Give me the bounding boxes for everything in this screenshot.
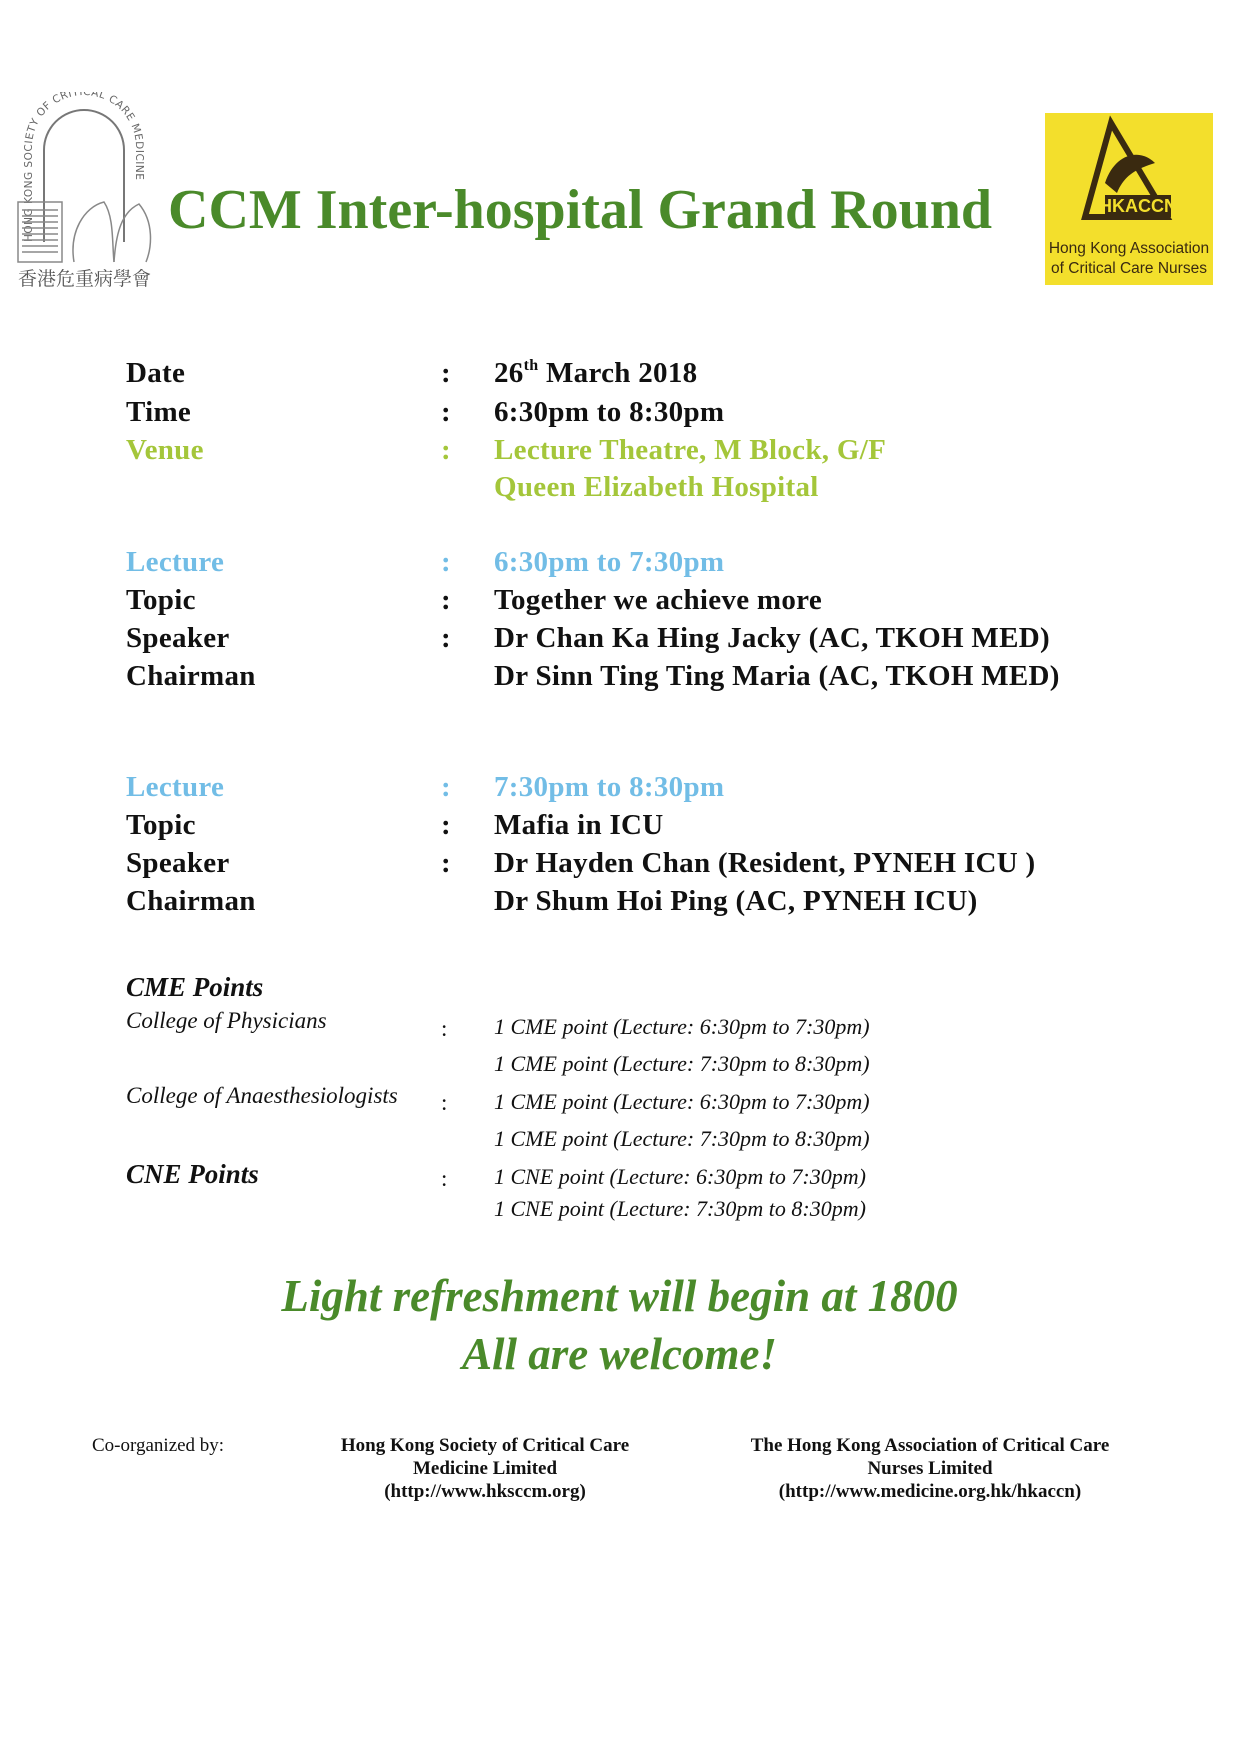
- hkaccn-emblem-icon: [1045, 113, 1213, 231]
- chairman-value: Dr Sinn Ting Ting Maria (AC, TKOH MED): [494, 660, 1060, 692]
- separator: :: [441, 1016, 448, 1041]
- time-label: Time: [126, 396, 192, 428]
- separator: :: [441, 1166, 448, 1191]
- cne-point: 1 CNE point (Lecture: 7:30pm to 8:30pm): [494, 1196, 866, 1221]
- lecture-label: Lecture: [126, 546, 225, 578]
- separator: :: [441, 357, 451, 389]
- separator: :: [441, 1090, 448, 1115]
- lecture-2-topic-row: [0, 809, 1239, 845]
- anaesthesiologists-point: 1 CME point (Lecture: 7:30pm to 8:30pm): [494, 1126, 870, 1151]
- lecture-2-chairman-row: [0, 885, 1239, 921]
- coorganized-label: Co-organized by:: [92, 1435, 225, 1456]
- svg-text:HKACCN: HKACCN: [1099, 196, 1177, 216]
- topic-label: Topic: [126, 809, 196, 841]
- physicians-label: College of Physicians: [126, 1008, 327, 1033]
- time-value: 6:30pm to 8:30pm: [494, 396, 725, 428]
- physicians-point: 1 CME point (Lecture: 6:30pm to 7:30pm): [494, 1014, 870, 1039]
- separator: :: [441, 809, 451, 841]
- lecture-2-speaker-row: [0, 847, 1239, 883]
- lecture-1-speaker-row: [0, 622, 1239, 658]
- speaker-label: Speaker: [126, 622, 230, 654]
- hksccm-organizer: Hong Kong Society of Critical Care Medicine Limited (http://www.hksccm.org): [340, 1435, 630, 1502]
- date-label: Date: [126, 357, 186, 389]
- venue-label: Venue: [126, 434, 204, 466]
- separator: :: [441, 771, 451, 803]
- venue-line1: Lecture Theatre, M Block, G/F: [494, 434, 887, 466]
- chairman-label: Chairman: [126, 660, 256, 692]
- hksccm-logo: [14, 92, 164, 297]
- svg-text:HONG KONG SOCIETY OF CRITICAL: HONG KONG SOCIETY OF CRITICAL CARE MEDICINE: [23, 92, 146, 242]
- speaker-value: Dr Hayden Chan (Resident, PYNEH ICU ): [494, 847, 1036, 879]
- venue-row: [0, 434, 1239, 470]
- lecture-2-time-row: [0, 771, 1239, 807]
- anaesthesiologists-label: College of Anaesthesiologists: [126, 1083, 398, 1108]
- physicians-point: 1 CME point (Lecture: 7:30pm to 8:30pm): [494, 1051, 870, 1076]
- hksccm-emblem-icon: [14, 92, 164, 267]
- speaker-value: Dr Chan Ka Hing Jacky (AC, TKOH MED): [494, 622, 1050, 654]
- topic-value: Mafia in ICU: [494, 809, 664, 841]
- lecture-time: 7:30pm to 8:30pm: [494, 771, 725, 803]
- refreshment-note: Light refreshment will begin at 1800: [281, 1271, 958, 1321]
- welcome-note: All are welcome!: [462, 1329, 777, 1379]
- hkaccn-logo: [1045, 113, 1213, 285]
- cne-heading: CNE Points: [126, 1159, 259, 1189]
- topic-value: Together we achieve more: [494, 584, 822, 616]
- date-row: [0, 357, 1239, 393]
- separator: :: [441, 847, 451, 879]
- separator: :: [441, 584, 451, 616]
- separator: :: [441, 396, 451, 428]
- lecture-1-time-row: [0, 546, 1239, 582]
- venue-line2: Queen Elizabeth Hospital: [494, 471, 819, 503]
- lecture-label: Lecture: [126, 771, 225, 803]
- separator: :: [441, 434, 451, 466]
- lecture-1-topic-row: [0, 584, 1239, 620]
- chairman-label: Chairman: [126, 885, 256, 917]
- time-row: [0, 396, 1239, 432]
- topic-label: Topic: [126, 584, 196, 616]
- hksccm-chinese-caption: 香港危重病學會: [18, 268, 152, 290]
- hkaccn-caption: Hong Kong Association of Critical Care Nurses: [1048, 240, 1210, 277]
- cne-point: 1 CNE point (Lecture: 6:30pm to 7:30pm): [494, 1164, 866, 1189]
- lecture-1-chairman-row: [0, 660, 1239, 696]
- page-title: CCM Inter-hospital Grand Round: [168, 179, 993, 241]
- anaesthesiologists-point: 1 CME point (Lecture: 6:30pm to 7:30pm): [494, 1089, 870, 1114]
- date-value: 26th March 2018: [494, 357, 698, 389]
- cme-heading: CME Points: [126, 972, 264, 1002]
- separator: :: [441, 546, 451, 578]
- venue-row-2: [0, 471, 1239, 507]
- speaker-label: Speaker: [126, 847, 230, 879]
- separator: :: [441, 622, 451, 654]
- chairman-value: Dr Shum Hoi Ping (AC, PYNEH ICU): [494, 885, 978, 917]
- hkaccn-organizer: The Hong Kong Association of Critical Care Nurses Limited (http://www.medicine.org.hk/hkaccn): [750, 1435, 1110, 1502]
- lecture-time: 6:30pm to 7:30pm: [494, 546, 725, 578]
